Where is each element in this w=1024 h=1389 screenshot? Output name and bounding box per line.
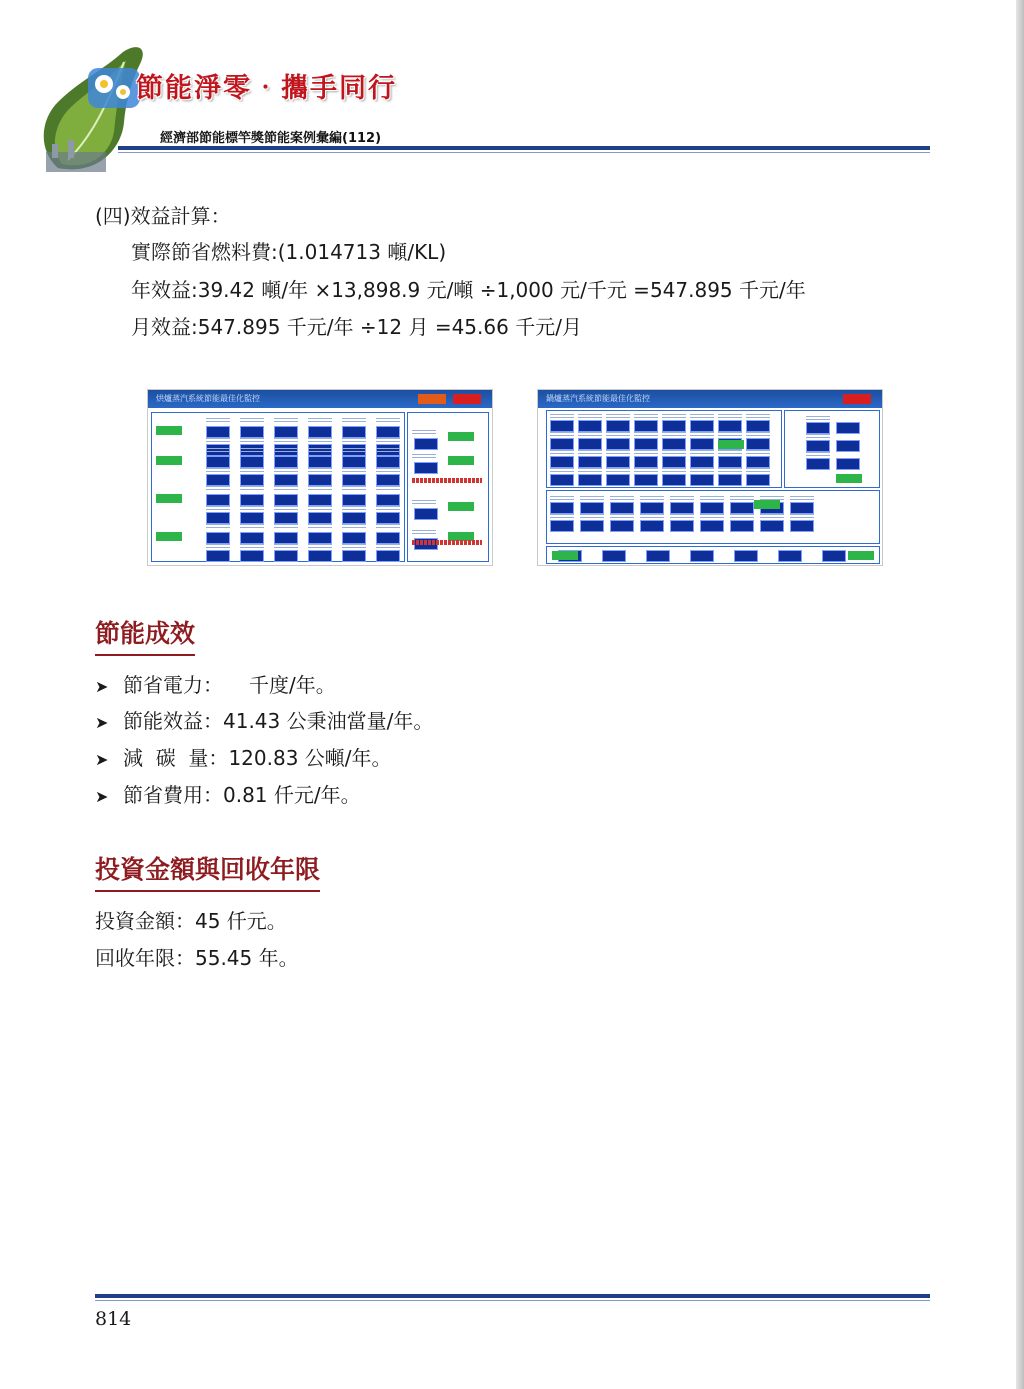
screen-value-box <box>206 550 230 562</box>
screen-value-box <box>274 512 298 524</box>
status-indicator-icon <box>156 456 182 465</box>
footer-rule-thin <box>95 1300 930 1301</box>
benefit-calc-line-3: 月效益:547.895 千元/年 ÷12 月 =45.66 千元/月 <box>131 315 582 339</box>
screenshot-boiler-monitor-left <box>147 389 493 566</box>
result-value: 0.81 仟元/年。 <box>223 783 361 807</box>
screen-value-box <box>240 550 264 562</box>
investment-title-text: 投資金額與回收年限 <box>95 855 321 884</box>
screen-value-box <box>376 474 400 486</box>
screen-value-box <box>240 456 264 468</box>
screen-value-box <box>718 456 742 468</box>
screen-value-box <box>646 550 670 562</box>
screen-value-box <box>836 422 860 434</box>
screen-value-box <box>240 532 264 544</box>
screen-value-box <box>308 512 332 524</box>
screen-value-box <box>634 456 658 468</box>
screen-value-box <box>634 438 658 450</box>
screen-value-box <box>550 420 574 432</box>
screen-label-lines <box>240 486 264 492</box>
page-number: 814 <box>95 1308 132 1330</box>
screen-label-lines <box>240 524 264 530</box>
result-value: 千度/年。 <box>249 673 336 697</box>
screen-value-box <box>634 474 658 486</box>
screen-value-box <box>308 474 332 486</box>
screen-value-box <box>376 532 400 544</box>
screen-value-box <box>274 426 298 438</box>
logo-title: 節能淨零‧攜手同行 <box>136 73 397 104</box>
screen-value-box <box>690 420 714 432</box>
screen-value-box <box>730 520 754 532</box>
screen-value-box <box>730 502 754 514</box>
title-underline <box>95 890 320 892</box>
status-indicator-icon <box>448 432 474 441</box>
screen-value-box <box>662 420 686 432</box>
screen-button-icon <box>843 394 871 404</box>
screen-value-box <box>822 550 846 562</box>
screen-label-lines <box>412 430 436 436</box>
screen-label-lines <box>376 524 400 530</box>
arrow-bullet-icon: ➤ <box>95 750 109 769</box>
screen-value-box <box>308 550 332 562</box>
screen-label-lines <box>412 454 436 460</box>
screen-value-box <box>274 474 298 486</box>
screen-label-lines <box>240 418 264 424</box>
screen-value-box <box>206 532 230 544</box>
screen-label-lines <box>308 448 332 454</box>
result-label: 節能效益： <box>123 709 223 733</box>
screen-value-box <box>206 512 230 524</box>
screen-value-box <box>580 502 604 514</box>
result-label: 節省電力： <box>123 673 223 697</box>
screen-label-lines <box>274 418 298 424</box>
screen-alert-label <box>412 478 482 483</box>
screen-value-box <box>580 520 604 532</box>
status-indicator-icon <box>718 440 744 449</box>
screen-label-lines <box>274 448 298 454</box>
screen-value-box <box>778 550 802 562</box>
status-indicator-icon <box>156 494 182 503</box>
investment-amount: 投資金額：45 仟元。 <box>95 909 287 933</box>
screen-value-box <box>662 474 686 486</box>
screen-value-box <box>414 462 438 474</box>
results-title <box>95 614 195 650</box>
screen-label-lines <box>240 448 264 454</box>
screen-label-lines <box>206 418 230 424</box>
status-indicator-icon <box>156 532 182 541</box>
arrow-bullet-icon: ➤ <box>95 713 109 732</box>
screen-value-box <box>760 520 784 532</box>
screen-value-box <box>342 494 366 506</box>
screen-value-box <box>550 438 574 450</box>
screen-value-box <box>700 502 724 514</box>
screen-value-box <box>578 420 602 432</box>
screen-value-box <box>602 550 626 562</box>
screen-value-box <box>746 420 770 432</box>
screen-value-box <box>700 520 724 532</box>
header-subtitle: 經濟部節能標竿獎節能案例彙編(112) <box>160 131 382 146</box>
screen-value-box <box>718 474 742 486</box>
screen-value-box <box>376 512 400 524</box>
header-rule-thin <box>118 152 930 153</box>
screen-value-box <box>578 474 602 486</box>
screen-label-lines <box>412 500 436 506</box>
screen-label-lines <box>206 486 230 492</box>
screen-value-box <box>836 458 860 470</box>
screen-value-box <box>308 426 332 438</box>
screen-value-box <box>342 512 366 524</box>
result-label: 節省費用： <box>123 783 223 807</box>
screen-value-box <box>376 456 400 468</box>
screen-label-lines <box>342 486 366 492</box>
screen-value-box <box>240 426 264 438</box>
screen-value-box <box>690 474 714 486</box>
screen-value-box <box>308 494 332 506</box>
screen-value-box <box>240 494 264 506</box>
screen-value-box <box>662 456 686 468</box>
status-indicator-icon <box>836 474 862 483</box>
result-item <box>95 673 336 697</box>
screen-value-box <box>610 520 634 532</box>
screen-value-box <box>342 474 366 486</box>
screen-value-box <box>206 474 230 486</box>
screen-value-box <box>274 550 298 562</box>
screen-value-box <box>806 458 830 470</box>
screen-value-box <box>836 440 860 452</box>
screen-value-box <box>308 532 332 544</box>
screen-button-icon <box>418 394 446 404</box>
screenshot-title-bar <box>148 390 492 408</box>
screen-panel <box>784 410 880 488</box>
screen-value-box <box>550 474 574 486</box>
screen-label-lines <box>206 524 230 530</box>
benefit-calc-line-2: 年效益:39.42 噸/年 ×13,898.9 元/噸 ÷1,000 元/千元 =547.895 千元/年 <box>131 278 806 302</box>
screen-value-box <box>734 550 758 562</box>
screen-value-box <box>274 456 298 468</box>
screen-label-lines <box>342 448 366 454</box>
status-indicator-icon <box>754 500 780 509</box>
screen-value-box <box>662 438 686 450</box>
screen-value-box <box>806 422 830 434</box>
page-edge <box>1016 0 1024 1389</box>
screen-value-box <box>790 502 814 514</box>
page-header <box>0 0 1024 200</box>
screen-value-box <box>342 550 366 562</box>
screen-value-box <box>376 426 400 438</box>
screen-value-box <box>376 494 400 506</box>
screen-label-lines <box>308 486 332 492</box>
status-indicator-icon <box>156 426 182 435</box>
screen-value-box <box>206 426 230 438</box>
investment-title <box>95 850 320 886</box>
result-item <box>95 746 392 770</box>
screen-value-box <box>610 502 634 514</box>
screenshot-boiler-monitor-right <box>537 389 883 566</box>
status-indicator-icon <box>552 551 578 560</box>
screen-value-box <box>634 420 658 432</box>
screen-value-box <box>690 550 714 562</box>
screen-value-box <box>578 438 602 450</box>
screen-value-box <box>606 438 630 450</box>
screen-value-box <box>746 456 770 468</box>
screen-value-box <box>274 532 298 544</box>
screen-value-box <box>718 420 742 432</box>
screenshot-title: 烘爐蒸汽系統節能最佳化監控 <box>156 394 260 403</box>
screen-value-box <box>606 474 630 486</box>
results-title-text: 節能成效 <box>95 619 196 648</box>
screen-label-lines <box>376 486 400 492</box>
screen-label-lines <box>342 418 366 424</box>
status-indicator-icon <box>448 502 474 511</box>
screenshot-title: 鍋爐蒸汽系統節能最佳化監控 <box>546 394 650 403</box>
title-underline <box>95 654 195 656</box>
screen-value-box <box>790 520 814 532</box>
screen-value-box <box>606 420 630 432</box>
screen-value-box <box>606 456 630 468</box>
status-indicator-icon <box>448 456 474 465</box>
screen-button-icon <box>453 394 481 404</box>
screen-label-lines <box>412 530 436 536</box>
result-label: 減 碳 量： <box>123 746 229 770</box>
screen-value-box <box>640 502 664 514</box>
screenshot-title-bar <box>538 390 882 408</box>
header-rule <box>118 146 930 150</box>
screen-value-box <box>240 474 264 486</box>
screen-value-box <box>550 502 574 514</box>
screen-value-box <box>670 520 694 532</box>
screen-label-lines <box>376 418 400 424</box>
screen-value-box <box>690 438 714 450</box>
result-item <box>95 783 361 807</box>
screen-label-lines <box>274 524 298 530</box>
screen-value-box <box>746 438 770 450</box>
screen-label-lines <box>376 448 400 454</box>
screen-value-box <box>746 474 770 486</box>
result-item <box>95 709 433 733</box>
result-value: 41.43 公秉油當量/年。 <box>223 709 434 733</box>
screen-value-box <box>690 456 714 468</box>
arrow-bullet-icon: ➤ <box>95 677 109 696</box>
screen-value-box <box>376 550 400 562</box>
screen-value-box <box>414 438 438 450</box>
screen-value-box <box>806 440 830 452</box>
taiwan-leaf-logo-icon <box>28 40 188 180</box>
screen-value-box <box>342 532 366 544</box>
screen-alert-label <box>412 540 482 545</box>
status-indicator-icon <box>848 551 874 560</box>
screen-value-box <box>414 508 438 520</box>
screen-value-box <box>670 502 694 514</box>
arrow-bullet-icon: ➤ <box>95 787 109 806</box>
benefit-calc-heading: (四)效益計算： <box>95 204 231 228</box>
screen-label-lines <box>342 524 366 530</box>
screen-value-box <box>550 456 574 468</box>
screen-value-box <box>640 520 664 532</box>
screen-value-box <box>206 494 230 506</box>
screen-value-box <box>342 456 366 468</box>
screen-label-lines <box>274 486 298 492</box>
payback-period: 回收年限：55.45 年。 <box>95 946 299 970</box>
footer-rule <box>95 1294 930 1298</box>
screen-value-box <box>308 456 332 468</box>
screen-label-lines <box>308 418 332 424</box>
screen-label-lines <box>308 524 332 530</box>
screen-value-box <box>240 512 264 524</box>
benefit-calc-line-1: 實際節省燃料費:(1.014713 噸/KL) <box>131 240 447 264</box>
screen-value-box <box>578 456 602 468</box>
screen-value-box <box>274 494 298 506</box>
screen-label-lines <box>206 448 230 454</box>
screen-value-box <box>206 456 230 468</box>
screen-value-box <box>550 520 574 532</box>
screen-value-box <box>342 426 366 438</box>
result-value: 120.83 公噸/年。 <box>228 746 392 770</box>
